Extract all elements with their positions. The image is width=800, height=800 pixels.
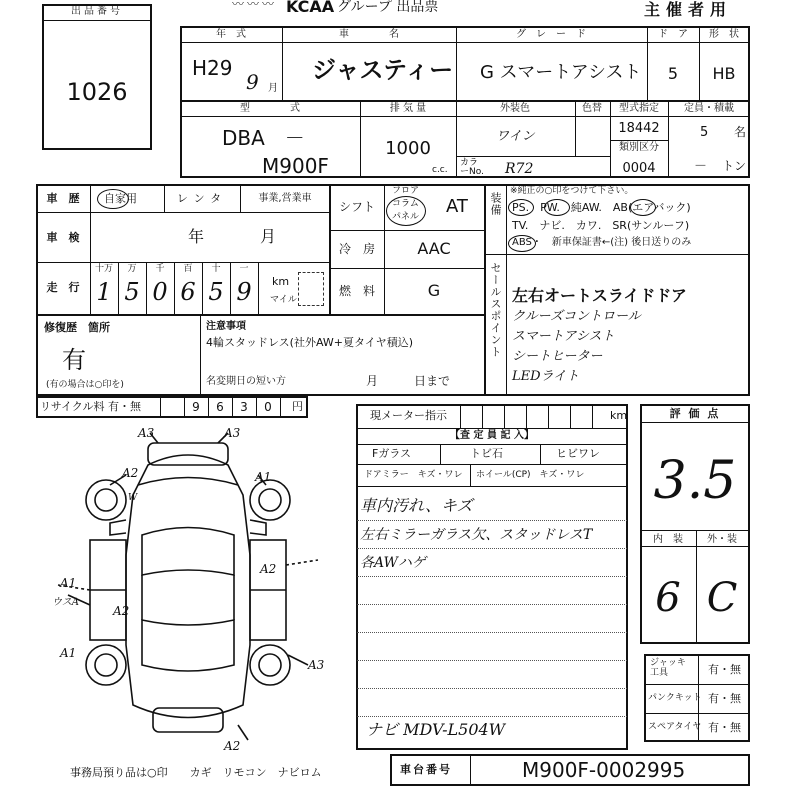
diagram-mark: A1 bbox=[60, 576, 77, 590]
chassis-number: M900F-0002995 bbox=[522, 758, 686, 782]
mile-check-box bbox=[298, 272, 324, 306]
grade-score: 3.5 bbox=[653, 451, 737, 511]
diagram-mark: A3 bbox=[224, 426, 241, 440]
grade-label: 評 価 点 bbox=[669, 407, 721, 420]
model-code: M900F bbox=[262, 154, 329, 178]
displacement-label: 排 気 量 bbox=[389, 103, 427, 114]
type-designation-label: 型式指定 bbox=[619, 103, 659, 114]
mileage-digit: 9 bbox=[236, 278, 252, 306]
sales-point: 左右オートスライドドア bbox=[512, 286, 687, 305]
organizer-label: 主催者用 bbox=[644, 0, 733, 19]
equipment-line1: PS. PW. 純AW. AB(エアバック) bbox=[512, 201, 691, 214]
color-no-value: R72 bbox=[505, 161, 534, 177]
wheel-label: ホイール(CP) キズ・ワレ bbox=[476, 470, 585, 480]
load-unit: トン bbox=[722, 159, 747, 173]
year-era: H29 bbox=[192, 56, 233, 80]
mileage-unit-mile: マイル bbox=[270, 295, 297, 305]
grade-value: G スマートアシスト bbox=[480, 62, 642, 83]
digit-label-10k: 万 bbox=[127, 264, 137, 274]
equipment-mark-ps bbox=[508, 199, 534, 216]
ext-color-label: 外装色 bbox=[500, 103, 530, 114]
sales-point: スマートアシスト bbox=[512, 329, 615, 344]
type-designation-value: 18442 bbox=[618, 121, 660, 136]
history-selected-mark bbox=[97, 189, 129, 209]
navi-model: ナビ MDV-L504W bbox=[366, 720, 506, 739]
equipment-mark-abs bbox=[508, 235, 536, 252]
lot-number: 1026 bbox=[66, 78, 128, 106]
tool-jack-value: 有・無 bbox=[708, 663, 741, 676]
remark-line: 車内汚れ、キズ bbox=[360, 496, 473, 515]
sales-point: LEDライト bbox=[512, 369, 580, 384]
shift-option-panel: パネル bbox=[392, 212, 420, 222]
doors-value: 5 bbox=[667, 64, 679, 83]
mileage-digit: 5 bbox=[124, 278, 140, 306]
caution-short-label: 名変期日の短い方 bbox=[206, 376, 286, 387]
mileage-unit-km: km bbox=[272, 275, 290, 288]
exterior-grade: C bbox=[706, 575, 738, 621]
digit-label-1k: 千 bbox=[155, 264, 165, 274]
equipment-label: 装備 bbox=[489, 192, 502, 216]
color-no-label: カラーNo. bbox=[460, 158, 484, 177]
fuel-label: 燃 料 bbox=[338, 284, 376, 298]
tobi-ishi-label: トビ石 bbox=[470, 447, 503, 460]
tool-puncture-label: パンクキット bbox=[648, 693, 702, 703]
caution-day-unit: 日まで bbox=[414, 374, 451, 388]
caution-month-unit: 月 bbox=[366, 374, 379, 388]
displacement-value: 1000 bbox=[385, 138, 431, 159]
history-label: 車 歴 bbox=[46, 192, 80, 205]
recycle-digit: 9 bbox=[192, 400, 200, 414]
car-damage-diagram bbox=[38, 425, 338, 755]
lot-label: 出品番号 bbox=[71, 6, 123, 17]
diagram-mark: A1 bbox=[60, 646, 77, 660]
mileage-digit: 5 bbox=[208, 278, 224, 306]
aircon-label: 冷 房 bbox=[338, 242, 376, 256]
shape-value: HB bbox=[712, 64, 736, 83]
caution-label: 注意事項 bbox=[206, 321, 246, 332]
shape-label: 形 状 bbox=[709, 29, 739, 40]
doors-label: ド ア bbox=[658, 29, 688, 40]
mileage-digit: 1 bbox=[96, 278, 112, 306]
sales-point: クルーズコントロール bbox=[512, 309, 641, 324]
brand-logo: KCAA bbox=[286, 0, 335, 16]
recycle-digit: 0 bbox=[264, 400, 272, 414]
shift-value: AT bbox=[446, 196, 468, 217]
fuel-value: G bbox=[427, 281, 441, 300]
color-change-label: 色替 bbox=[582, 103, 602, 114]
capacity-value: 5 bbox=[700, 125, 709, 140]
sales-point: シートヒーター bbox=[512, 349, 603, 364]
equipment-mark-ab bbox=[630, 199, 656, 216]
digit-label-10: 十 bbox=[211, 264, 221, 274]
repair-value: 有 bbox=[62, 346, 86, 374]
diagram-mark: A2 bbox=[113, 604, 130, 618]
repair-note: (有の場合は○印を) bbox=[46, 380, 124, 390]
tool-puncture-value: 有・無 bbox=[708, 692, 741, 705]
interior-grade: 6 bbox=[655, 575, 681, 621]
form-title: グループ 出品票 bbox=[337, 0, 439, 15]
category-label: 類別区分 bbox=[619, 142, 659, 153]
car-name-label: 車 名 bbox=[339, 29, 399, 40]
sales-points-label: セールスポイント bbox=[489, 262, 502, 358]
diagram-mark: A2 bbox=[260, 562, 277, 576]
meter-unit: km bbox=[610, 409, 628, 422]
office-note: 事務局預り品は○印 カギ リモコン ナビロム bbox=[70, 766, 322, 779]
recycle-digit: 6 bbox=[216, 400, 224, 414]
recycle-label: リサイクル料 有・無 bbox=[40, 400, 141, 413]
category-value: 0004 bbox=[622, 161, 656, 176]
shift-option-floor: フロア bbox=[392, 186, 420, 196]
diagram-mark: A3 bbox=[308, 658, 325, 672]
recycle-unit: 円 bbox=[292, 400, 303, 413]
model-prefix: DBA － bbox=[222, 126, 305, 150]
diagram-mark: A3 bbox=[138, 426, 155, 440]
tool-spare-value: 有・無 bbox=[708, 721, 741, 734]
diagram-mark: W bbox=[128, 493, 138, 503]
year-label: 年 式 bbox=[216, 29, 246, 40]
equipment-line2: TV. ナビ. カワ. SR(サンルーフ) bbox=[512, 219, 690, 232]
history-option-rental: レンタ bbox=[176, 192, 228, 205]
month-unit: 月 bbox=[268, 83, 278, 94]
repair-label: 修復歴 箇所 bbox=[44, 321, 110, 334]
diagram-mark: ウスA bbox=[52, 597, 79, 608]
capacity-label: 定員・積載 bbox=[684, 103, 734, 114]
diagram-mark: A1 bbox=[255, 470, 272, 484]
meter-label: 現メーター指示 bbox=[370, 409, 447, 422]
mileage-digit: 6 bbox=[180, 278, 196, 306]
digit-label-100: 百 bbox=[183, 264, 193, 274]
mileage-label: 走 行 bbox=[46, 281, 80, 294]
remark-line: 左右ミラーガラス欠、スタッドレスT bbox=[360, 527, 593, 543]
f-glass-label: Fガラス bbox=[372, 447, 411, 460]
capacity-unit: 名 bbox=[734, 125, 747, 139]
diagram-mark: A2 bbox=[122, 466, 139, 480]
inspection-year-unit: 年 bbox=[188, 227, 205, 246]
digit-label-1: 一 bbox=[239, 264, 249, 274]
shift-label: シフト bbox=[338, 200, 376, 214]
shift-option-column: コラム bbox=[392, 199, 419, 209]
car-name: ジャスティー bbox=[312, 56, 454, 84]
model-label: 型 式 bbox=[240, 103, 300, 114]
inspection-label: 車 検 bbox=[46, 231, 80, 244]
lot-box bbox=[42, 4, 152, 150]
diagram-mark: A2 bbox=[224, 739, 241, 753]
history-option-private: 自家用 bbox=[104, 192, 137, 205]
load-value: － bbox=[694, 159, 708, 174]
history-option-business: 事業,営業車 bbox=[258, 193, 312, 204]
crack-label: ヒビワレ bbox=[556, 447, 600, 460]
tool-jack-label: ジャッキ工具 bbox=[650, 658, 686, 679]
month-value: 9 bbox=[246, 70, 259, 94]
cc-unit: c.c. bbox=[432, 165, 448, 175]
exterior-label: 外・装 bbox=[707, 534, 737, 545]
interior-label: 内 装 bbox=[653, 534, 683, 545]
caution-text: 4輪スタッドレス(社外AW+夏タイヤ積込) bbox=[206, 336, 414, 349]
chassis-label: 車台番号 bbox=[400, 763, 452, 776]
equipment-mark-pw bbox=[544, 199, 570, 216]
aircon-value: AAC bbox=[417, 239, 451, 258]
door-mirror-label: ドアミラー キズ・ワレ bbox=[364, 470, 463, 480]
equipment-line3: ABS・ 新車保証書←(注) 後日送りのみ bbox=[512, 237, 692, 248]
ext-color-value: ワイン bbox=[496, 129, 535, 144]
grade-label: グ レ ー ド bbox=[516, 29, 586, 40]
tool-spare-label: スペアタイヤ bbox=[648, 722, 702, 732]
digit-label-100k: 十万 bbox=[94, 264, 114, 274]
equipment-note: ※純正の○印をつけて下さい。 bbox=[510, 186, 634, 196]
recycle-digit: 3 bbox=[240, 400, 248, 414]
remark-line: 各AWハゲ bbox=[360, 555, 426, 571]
mileage-digit: 0 bbox=[152, 278, 168, 306]
shift-selected-mark bbox=[386, 196, 426, 226]
inspection-month-unit: 月 bbox=[260, 227, 277, 246]
inspector-label: 【査 定 員 記 入】 bbox=[450, 430, 534, 441]
